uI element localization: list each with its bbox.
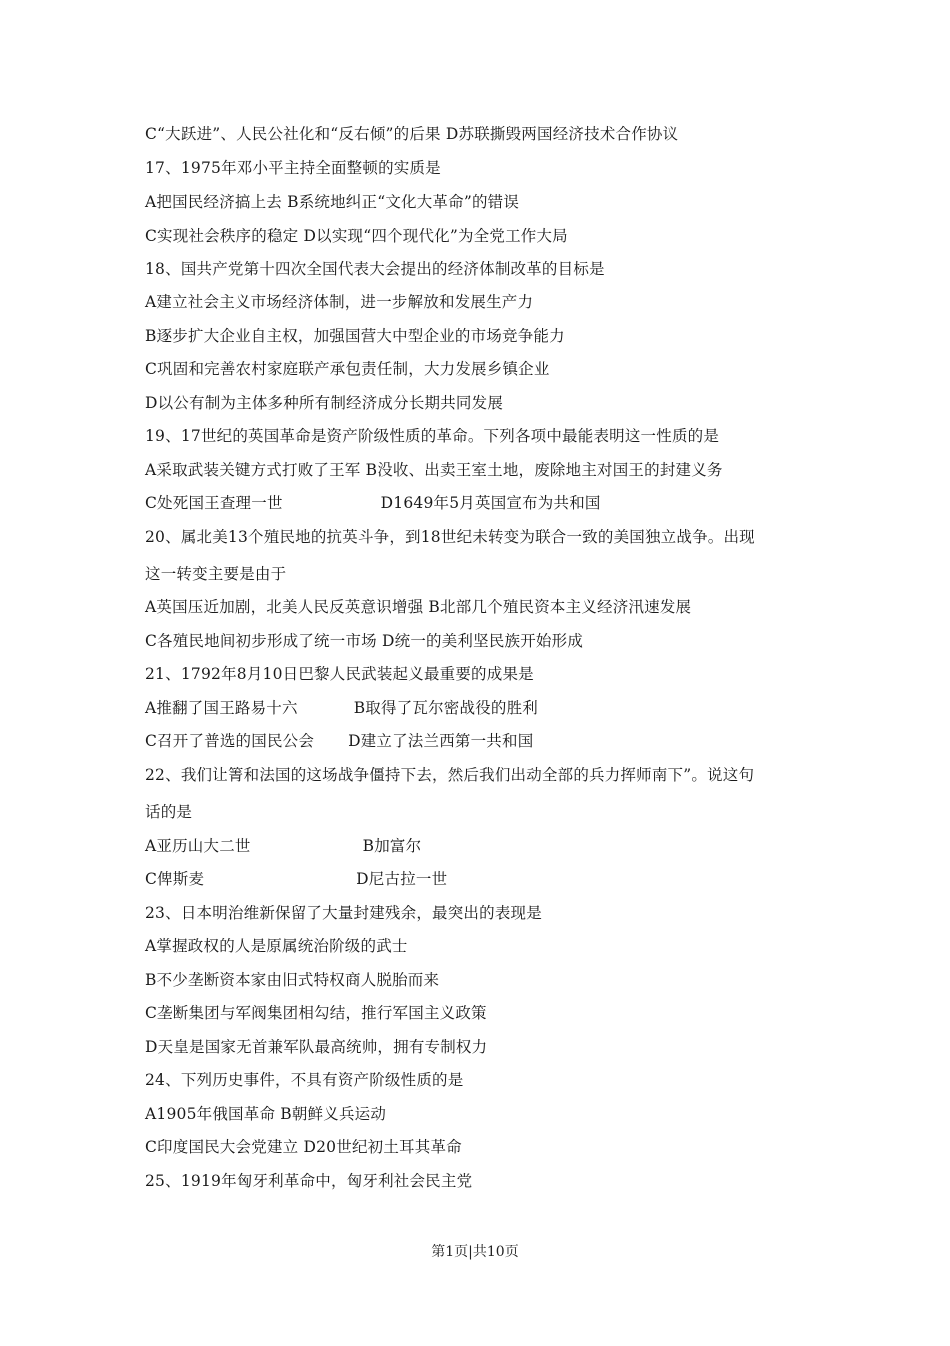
option-line: B不少垄断资本家由旧式特权商人脱胎而来	[145, 971, 440, 989]
question-18: 18、国共产党第十四次全国代表大会提出的经济体制改革的目标是	[145, 260, 605, 278]
option-line: B逐步扩大企业自主权，加强国营大中型企业的市场竞争能力	[145, 327, 565, 345]
option-b: D1649年5月英国宣布为共和国	[380, 494, 601, 512]
option-b: D尼古拉一世	[356, 870, 448, 888]
question-20: 20、属北美13个殖民地的抗英斗争，到18世纪未转变为联合一致的美国独立战争。出现	[145, 528, 755, 546]
option-line	[145, 869, 825, 889]
option-a: C处死国王查理一世	[145, 494, 283, 512]
option-line: C实现社会秩序的稳定 D以实现“四个现代化”为全党工作大局	[145, 227, 568, 245]
option-a: C召开了普选的国民公会	[145, 732, 315, 750]
option-line: A采取武装关键方式打败了王军 B没收、出卖王室土地，废除地主对国王的封建义务	[145, 461, 723, 479]
question-24: 24、下列历史事件，不具有资产阶级性质的是	[145, 1071, 464, 1089]
option-line: C垄断集团与军阀集团相勾结，推行军国主义政策	[145, 1004, 487, 1022]
option-a: A亚历山大二世	[145, 837, 251, 855]
text-line: 这一转变主要是由于	[145, 565, 287, 583]
option-b: B取得了瓦尔密战役的胜利	[353, 699, 538, 717]
question-17: 17、1975年邓小平主持全面整顿的实质是	[145, 159, 441, 177]
option-line: A1905年俄国革命 B朝鲜义兵运动	[145, 1105, 387, 1123]
option-b: D建立了法兰西第一共和国	[348, 732, 534, 750]
option-line: C各殖民地间初步形成了统一市场 D统一的美利坚民族开始形成	[145, 632, 584, 650]
question-22: 22、我们让箐和法国的这场战争僵持下去，然后我们出动全部的兵力挥师南下”。说这句	[145, 766, 755, 784]
question-19: 19、17世纪的英国革命是资产阶级性质的革命。下列各项中最能表明这一性质的是	[145, 427, 720, 445]
option-line: A把国民经济搞上去 B系统地纠正“文化大革命”的错误	[145, 193, 520, 211]
option-b: B加富尔	[362, 837, 422, 855]
text-line: C“大跃进”、人民公社化和“反右倾”的后果 D苏联撕毁两国经济技术合作协议	[145, 125, 679, 143]
option-line	[145, 493, 825, 513]
question-21: 21、1792年8月10日巴黎人民武装起义最重要的成果是	[145, 665, 534, 683]
option-line: A掌握政权的人是原属统治阶级的武士	[145, 937, 408, 955]
option-line: D以公有制为主体多种所有制经济成分长期共同发展	[145, 394, 504, 412]
option-line	[145, 698, 825, 718]
page-footer: 第1页|共10页	[431, 1244, 519, 1260]
option-line: D天皇是国家无首兼军队最高统帅，拥有专制权力	[145, 1038, 488, 1056]
option-line: A建立社会主义市场经济体制，进一步解放和发展生产力	[145, 293, 534, 311]
option-a: A推翻了国王路易十六	[145, 699, 298, 717]
question-25: 25、1919年匈牙利革命中，匈牙利社会民主党	[145, 1172, 473, 1190]
option-line: C印度国民大会党建立 D20世纪初土耳其革命	[145, 1138, 462, 1156]
text-line: 话的是	[145, 803, 193, 821]
question-23: 23、日本明治维新保留了大量封建残余，最突出的表现是	[145, 904, 542, 922]
option-line: C巩固和完善农村家庭联产承包责任制，大力发展乡镇企业	[145, 360, 550, 378]
option-line	[145, 731, 825, 751]
option-line	[145, 836, 825, 856]
option-a: C俾斯麦	[145, 870, 205, 888]
option-line: A英国压近加剧，北美人民反英意识增强 B北部几个殖民资本主义经济汛速发展	[145, 598, 692, 616]
